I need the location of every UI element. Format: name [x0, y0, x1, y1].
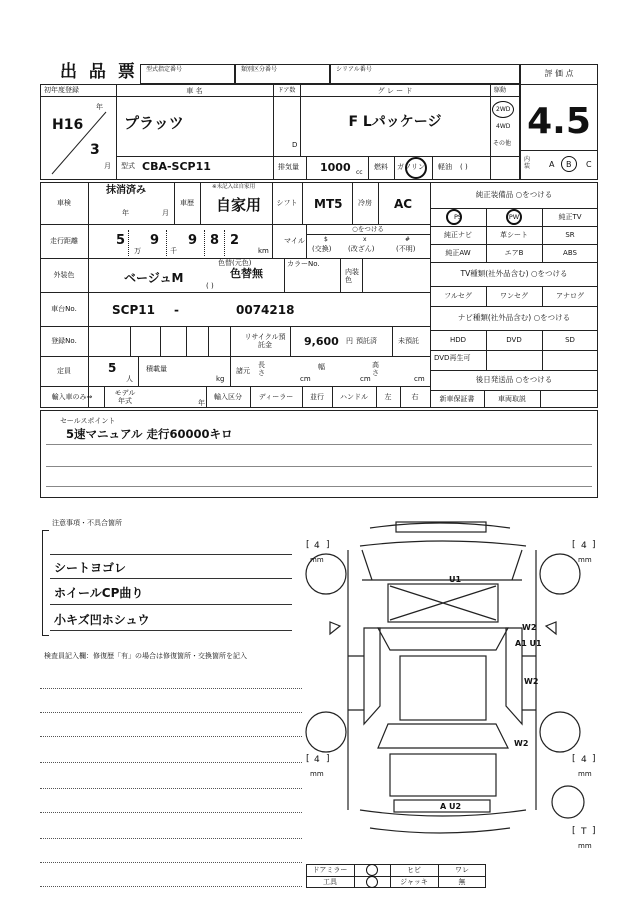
doors-label: ドア数 [277, 87, 296, 94]
equip-pw: PW [508, 212, 520, 221]
mileage-digit-2: 9 [150, 233, 160, 248]
note-item-1: シートヨゴレ [54, 561, 127, 575]
model-year-label: モデル年式 [114, 389, 136, 406]
tread-bracket-bl-close: ] [326, 754, 330, 764]
sales-box [40, 410, 598, 498]
equip-airbag: エアB [504, 248, 524, 257]
after-warranty: 新車保証書 [439, 394, 475, 403]
tread-bracket-br: [ [572, 754, 576, 764]
odo-hash: # [405, 236, 411, 243]
history-label: 車歴 [180, 198, 194, 207]
mile-label: マイル [284, 237, 305, 245]
tread-value-br: 4 [581, 755, 587, 765]
tread-unit-tr: mm [578, 556, 592, 564]
after-manual: 車両取説 [498, 394, 526, 403]
odo-modified: (改ざん) [348, 245, 375, 253]
mileage-digit-4: 8 [210, 233, 220, 248]
model-label: 型式 [121, 162, 135, 170]
dims-label: 諸元 [236, 367, 250, 375]
after-title: 後日発送品 ○をつける [475, 375, 553, 385]
capacity-label: 定員 [57, 366, 71, 375]
color-label: 外装色 [53, 270, 75, 279]
rating-value: 4.5 [527, 100, 591, 142]
height-unit: cm [414, 375, 425, 383]
odo-x: x [363, 236, 367, 243]
drive-label: 駆動 [494, 87, 507, 94]
recycle-unit: 円 [346, 337, 353, 345]
height-label: 高さ [372, 361, 379, 377]
history-note: ※未記入は自家用 [212, 184, 256, 190]
notes-label: 注意事項・不具合箇所 [52, 519, 122, 527]
reg-label: 登録No. [51, 336, 77, 345]
shift-value: MT5 [314, 197, 343, 211]
footer-none: 無 [458, 877, 466, 886]
handle-right: 右 [411, 392, 419, 401]
inspector-label: 検査員記入欄：修復歴「有」の場合は修復箇所・交換箇所を記入 [44, 652, 247, 660]
equip-oem-tv: 純正TV [558, 212, 582, 221]
equip-oem-navi: 純正ナビ [444, 230, 472, 239]
tread-bracket-tr-close: ] [592, 540, 596, 550]
fuel-light-oil: 軽油 [438, 163, 452, 171]
recycle-label: リサイクル預託金 [244, 333, 286, 350]
form-title: 出 品 票 [60, 62, 138, 82]
mark-rear-right: W2 [514, 739, 529, 748]
tread-value-tl: 4 [314, 541, 320, 551]
recycle-not-deposited: 未預託 [398, 337, 419, 345]
interior-c: C [586, 160, 592, 169]
drive-4wd: 4WD [496, 123, 511, 130]
fuel-gas-circle [405, 157, 427, 179]
car-name: プラッツ [124, 114, 184, 132]
ac-label: 冷房 [358, 198, 372, 207]
mileage-digit-5: 2 [230, 233, 240, 248]
handle-left: 左 [384, 392, 392, 401]
fuel-paren: ( ) [460, 163, 468, 171]
tv-title: TV種類(社外品含む) ○をつける [460, 269, 568, 279]
tread-unit-br: mm [578, 770, 592, 778]
mark-hood: U1 [449, 575, 462, 584]
odo-exchange: (交換) [312, 245, 332, 253]
shift-label: シフト [276, 198, 298, 207]
fuel-gasoline: ガソリン [397, 163, 425, 171]
notes-bracket [42, 530, 49, 636]
chassis-prefix: SCP11 [112, 303, 155, 317]
category-label: 類別区分番号 [241, 66, 278, 73]
mileage-digit-1: 5 [116, 233, 126, 248]
color-change-value: 色替無 [230, 267, 263, 280]
equip-sr: SR [565, 230, 575, 239]
footer-tools-circle [366, 876, 378, 888]
navi-dvd: DVD [506, 335, 522, 344]
tread-bracket-bl: [ [306, 754, 310, 764]
color-value: ベージュM [124, 271, 184, 285]
import-dealer: ディーラー [258, 392, 294, 401]
type-cert-label: 型式指定番号 [146, 66, 183, 73]
displacement-unit: cc [356, 169, 363, 176]
footer-split: ワレ [455, 865, 469, 874]
tread-unit-bl: mm [310, 770, 324, 778]
tv-analog: アナログ [556, 291, 584, 300]
mileage-man-unit: 万 [134, 247, 141, 255]
navi-title: ナビ種類(社外品含む) ○をつける [457, 313, 571, 323]
tv-fullseg: フルセグ [444, 291, 472, 300]
drive-other: その他 [493, 140, 512, 147]
fuel-label: 燃料 [374, 163, 388, 171]
first-reg-year-unit: 年 [96, 103, 103, 111]
history-value: 自家用 [216, 196, 262, 214]
interior-color-label: 内装色 [345, 268, 359, 285]
load-label: 積載量 [146, 365, 167, 373]
mark-rear-bumper: A U2 [440, 802, 462, 811]
shaken-year: 年 [122, 209, 129, 217]
spare-unit: mm [578, 842, 592, 850]
navi-hdd: HDD [449, 335, 467, 344]
interior-label: 内装 [524, 156, 531, 170]
spare-value: T [581, 827, 587, 837]
equip-oem-aw: 純正AW [445, 248, 471, 257]
capacity-unit: 人 [126, 375, 133, 383]
mark-front-right-2: A1 U1 [515, 639, 542, 648]
color-change-label: 色替(元色) [218, 259, 252, 267]
equip-leather: 革シート [500, 230, 528, 239]
mark-instruction: ○をつける [352, 224, 384, 233]
note-item-2: ホイールCP曲り [54, 586, 144, 600]
tread-unit-tl: mm [310, 556, 324, 564]
capacity-value: 5 [108, 361, 117, 375]
ac-value: AC [394, 197, 413, 211]
handle-label: ハンドル [340, 392, 368, 401]
shaken-label: 車検 [57, 198, 71, 207]
footer-mirror-circle [366, 864, 378, 876]
oem-title: 純正装備品 ○をつける [475, 190, 553, 200]
interior-b: B [566, 160, 572, 169]
odo-dollar: $ [324, 236, 328, 243]
mileage-digit-3: 9 [188, 233, 198, 248]
navi-sd: SD [565, 335, 575, 344]
tread-bracket-tr: [ [572, 540, 576, 550]
tread-bracket-tl: [ [306, 540, 310, 550]
spare-bracket-close: ] [592, 826, 596, 836]
first-reg-month-unit: 月 [104, 162, 111, 170]
footer-tools: 工具 [323, 877, 337, 886]
import-parallel: 並行 [310, 392, 324, 401]
spare-bracket: [ [572, 826, 576, 836]
equip-ps: PS [453, 212, 463, 221]
rating-label: 評 価 点 [544, 69, 574, 78]
load-unit: kg [216, 375, 225, 383]
shaken-status: 抹消済み [106, 185, 146, 196]
displacement-label: 排気量 [278, 163, 299, 171]
serial-label: シリアル番号 [336, 66, 372, 73]
model-year-unit: 年 [198, 399, 205, 407]
footer-crack: ヒビ [407, 865, 421, 874]
tread-value-bl: 4 [314, 755, 320, 765]
dvd-playback: DVD再生可 [434, 354, 471, 362]
sales-text: 5速マニュアル 走行60000キロ [66, 427, 233, 441]
chassis-dash: - [174, 303, 179, 317]
recycle-value: 9,600 [304, 335, 339, 348]
tread-bracket-tl-close: ] [326, 540, 330, 550]
footer-door-mirror: ドアミラー [312, 865, 348, 874]
shaken-month: 月 [162, 209, 169, 217]
recycle-deposited: 預託済 [356, 337, 377, 345]
mark-right-door: W2 [524, 677, 539, 686]
import-label: 輸入車のみ⇒ [51, 392, 93, 401]
tread-value-tr: 4 [581, 541, 587, 551]
chassis-label: 車台No. [51, 304, 77, 313]
chassis-number: 0074218 [236, 303, 295, 317]
footer-jack: ジャッキ [400, 877, 428, 886]
width-label: 幅 [318, 363, 325, 371]
mark-front-right-1: W2 [522, 623, 537, 632]
length-unit: cm [300, 375, 311, 383]
first-reg-month: 3 [90, 142, 100, 158]
interior-a: A [549, 160, 555, 169]
color-change-paren: ( ) [206, 282, 214, 290]
mileage-sen-unit: 千 [170, 247, 177, 255]
first-reg-era: H16 [52, 117, 84, 133]
odo-unknown: (不明) [396, 245, 416, 253]
drive-2wd: 2WD [496, 106, 511, 113]
model: CBA-SCP11 [142, 160, 211, 173]
sales-label: セールスポイント [60, 417, 116, 425]
car-name-label: 車 名 [186, 86, 203, 95]
mileage-label: 走行距離 [50, 236, 78, 245]
first-reg-label: 初年度登録 [44, 86, 79, 94]
import-cat-label: 輸入区分 [214, 392, 242, 401]
color-no-label: カラーNo. [287, 260, 320, 268]
equip-abs: ABS [563, 248, 577, 257]
grade-label: グ レ ー ド [377, 86, 413, 95]
doors-value: D [292, 141, 298, 149]
displacement: 1000 [320, 161, 351, 174]
note-item-3: 小キズ凹ホシュウ [54, 613, 150, 627]
mileage-km-unit: km [258, 247, 269, 255]
width-unit: cm [360, 375, 371, 383]
tv-oneseg: ワンセグ [500, 291, 528, 300]
tread-bracket-br-close: ] [592, 754, 596, 764]
grade: F Lパッケージ [348, 114, 442, 130]
length-label: 長さ [258, 361, 265, 377]
